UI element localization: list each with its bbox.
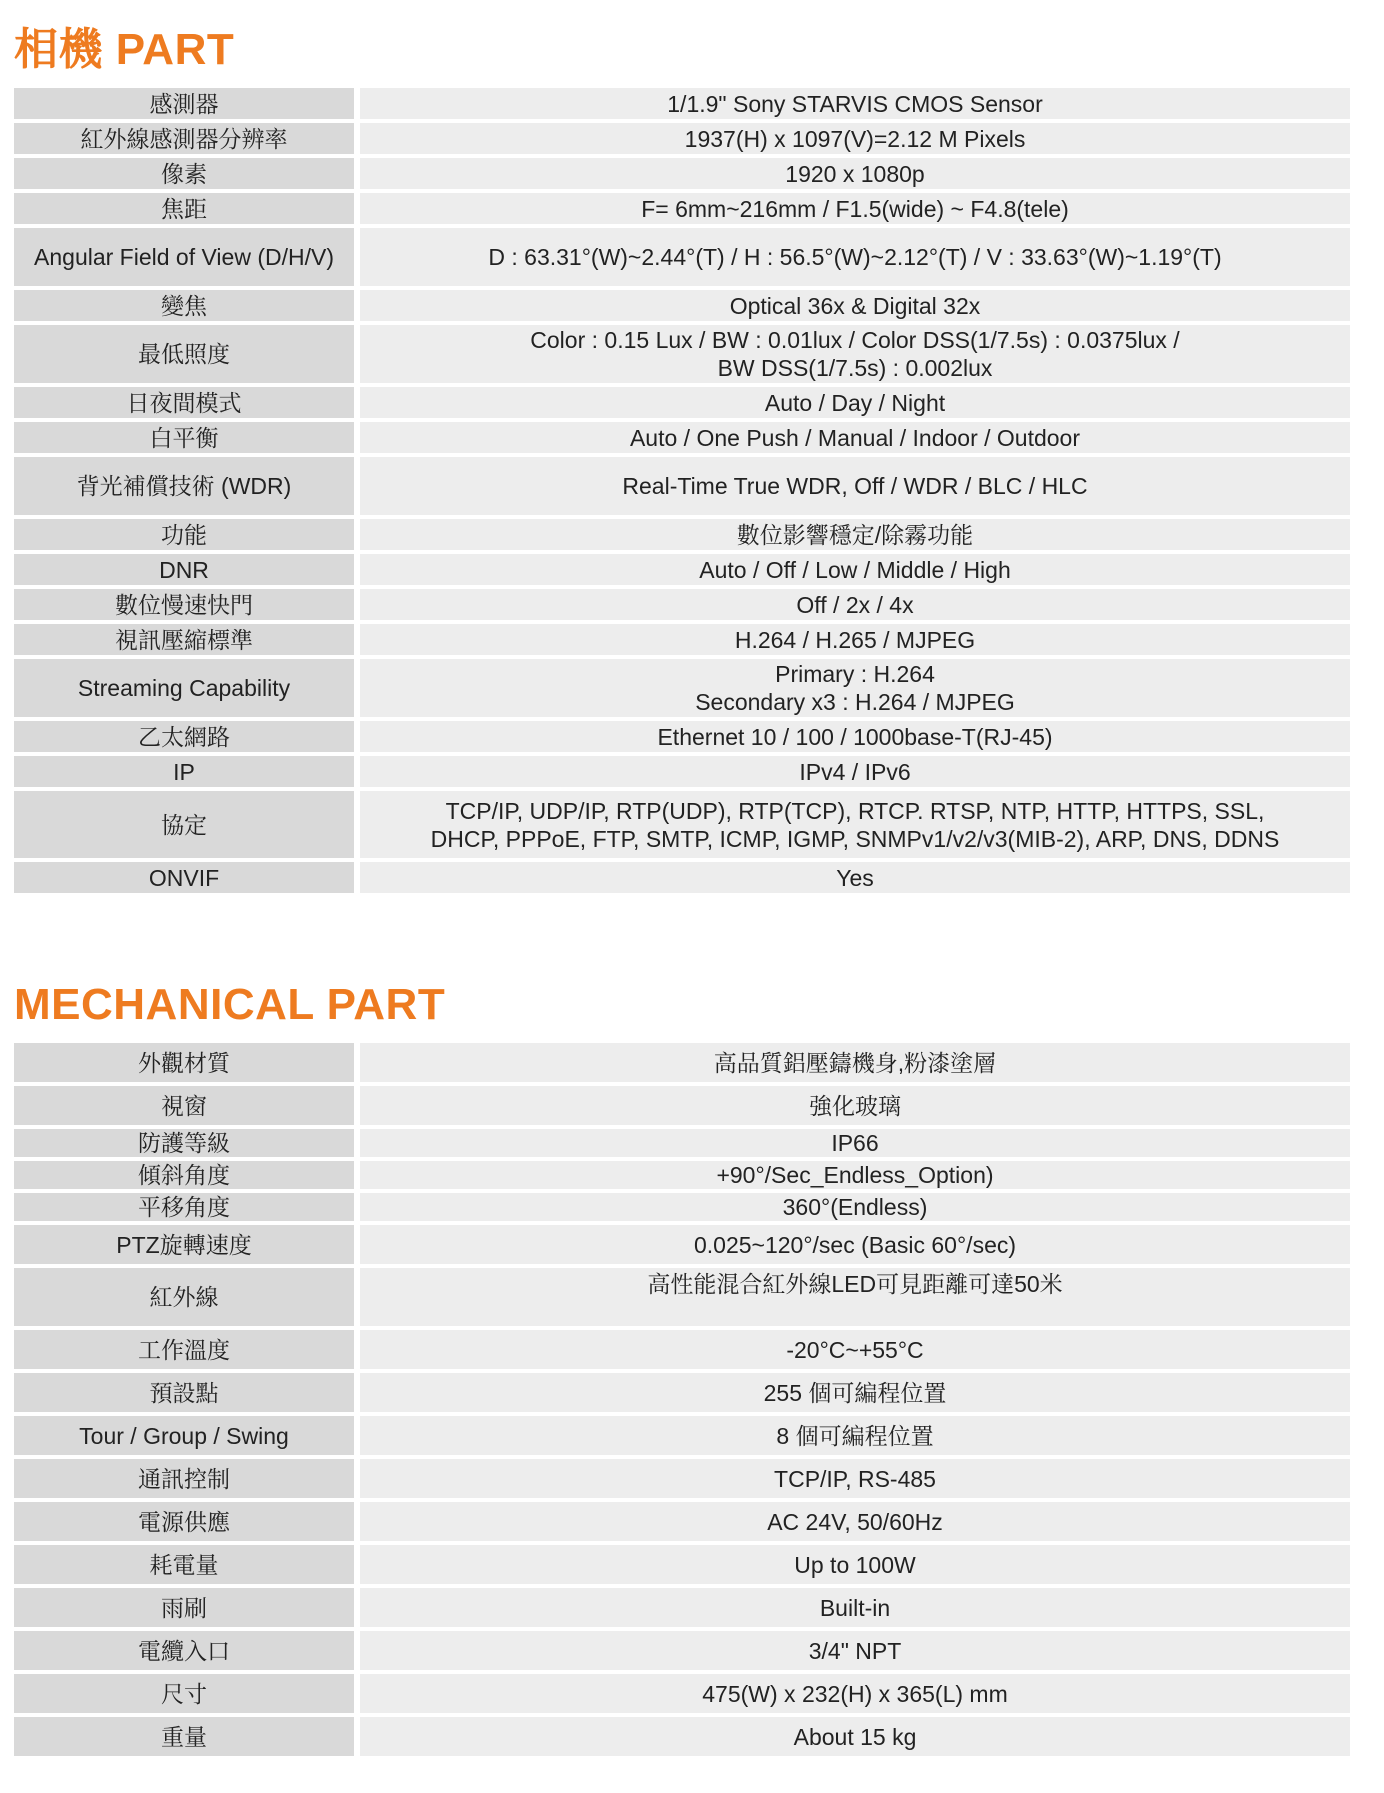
spec-value: 475(W) x 232(H) x 365(L) mm: [360, 1674, 1350, 1713]
spec-row: [14, 422, 1350, 453]
spec-value: Up to 100W: [360, 1545, 1350, 1584]
spec-label: 白平衡: [14, 422, 360, 453]
spec-label: 預設點: [14, 1373, 360, 1412]
spec-row: [14, 1588, 1350, 1627]
spec-row: [14, 589, 1350, 620]
spec-label: 像素: [14, 158, 360, 189]
spec-value: 3/4" NPT: [360, 1631, 1350, 1670]
spec-label: 感測器: [14, 88, 360, 119]
spec-label: Tour / Group / Swing: [14, 1416, 360, 1455]
spec-value: F= 6mm~216mm / F1.5(wide) ~ F4.8(tele): [360, 193, 1350, 224]
spec-row: [14, 721, 1350, 752]
spec-row: [14, 519, 1350, 550]
spec-row: [14, 659, 1350, 717]
spec-label: 協定: [14, 791, 360, 858]
spec-row: [14, 1193, 1350, 1221]
spec-value: 高性能混合紅外線LED可見距離可達50米: [360, 1268, 1350, 1326]
spec-value: 數位影響穩定/除霧功能: [360, 519, 1350, 550]
spec-label: Streaming Capability: [14, 659, 360, 717]
spec-row: [14, 1502, 1350, 1541]
spec-label: 變焦: [14, 290, 360, 321]
spec-row: [14, 862, 1350, 893]
spec-value: IP66: [360, 1129, 1350, 1157]
spec-value: -20°C~+55°C: [360, 1330, 1350, 1369]
spec-row: [14, 1043, 1350, 1082]
spec-row: [14, 1416, 1350, 1455]
spec-label: 乙太網路: [14, 721, 360, 752]
spec-row: [14, 158, 1350, 189]
spec-row: [14, 193, 1350, 224]
mechanical-spec-table: [14, 1039, 1350, 1760]
spec-value: TCP/IP, RS-485: [360, 1459, 1350, 1498]
spec-value: 強化玻璃: [360, 1086, 1350, 1125]
spec-label: 外觀材質: [14, 1043, 360, 1082]
spec-value: Ethernet 10 / 100 / 1000base-T(RJ-45): [360, 721, 1350, 752]
spec-value: Auto / Off / Low / Middle / High: [360, 554, 1350, 585]
spec-label: 背光補償技術 (WDR): [14, 457, 360, 515]
spec-value: Auto / Day / Night: [360, 387, 1350, 418]
spec-label: 日夜間模式: [14, 387, 360, 418]
spec-row: [14, 1129, 1350, 1157]
spec-value: 1937(H) x 1097(V)=2.12 M Pixels: [360, 123, 1350, 154]
spec-value: AC 24V, 50/60Hz: [360, 1502, 1350, 1541]
spec-row: [14, 756, 1350, 787]
spec-row: [14, 1459, 1350, 1498]
spec-label: 防護等級: [14, 1129, 360, 1157]
spec-value: 1/1.9" Sony STARVIS CMOS Sensor: [360, 88, 1350, 119]
spec-label: IP: [14, 756, 360, 787]
spec-label: 功能: [14, 519, 360, 550]
spec-row: [14, 1631, 1350, 1670]
spec-label: 電源供應: [14, 1502, 360, 1541]
spec-value: Yes: [360, 862, 1350, 893]
spec-value: H.264 / H.265 / MJPEG: [360, 624, 1350, 655]
spec-row: [14, 1373, 1350, 1412]
spec-label: 電纜入口: [14, 1631, 360, 1670]
spec-value: 0.025~120°/sec (Basic 60°/sec): [360, 1225, 1350, 1264]
spec-label: 雨刷: [14, 1588, 360, 1627]
spec-label: 視窗: [14, 1086, 360, 1125]
spec-row: [14, 290, 1350, 321]
spec-label: Angular Field of View (D/H/V): [14, 228, 360, 286]
spec-value: Primary : H.264 Secondary x3 : H.264 / MJPEG: [360, 659, 1350, 717]
spec-value: Real-Time True WDR, Off / WDR / BLC / HLC: [360, 457, 1350, 515]
spec-label: ONVIF: [14, 862, 360, 893]
spec-row: [14, 1330, 1350, 1369]
spec-row: [14, 457, 1350, 515]
spec-row: [14, 88, 1350, 119]
spec-label: 最低照度: [14, 325, 360, 383]
mechanical-section-title: MECHANICAL PART: [14, 980, 446, 1029]
spec-value: 360°(Endless): [360, 1193, 1350, 1221]
spec-row: [14, 1717, 1350, 1756]
spec-row: [14, 1086, 1350, 1125]
spec-row: [14, 1161, 1350, 1189]
spec-value: Built-in: [360, 1588, 1350, 1627]
spec-value: About 15 kg: [360, 1717, 1350, 1756]
camera-spec-table: [14, 84, 1350, 897]
spec-label: 焦距: [14, 193, 360, 224]
spec-label: 視訊壓縮標準: [14, 624, 360, 655]
spec-value: Auto / One Push / Manual / Indoor / Outdoor: [360, 422, 1350, 453]
spec-label: 通訊控制: [14, 1459, 360, 1498]
spec-row: [14, 1545, 1350, 1584]
spec-value: 高品質鋁壓鑄機身,粉漆塗層: [360, 1043, 1350, 1082]
spec-label: 耗電量: [14, 1545, 360, 1584]
spec-value: 255 個可編程位置: [360, 1373, 1350, 1412]
spec-value: 1920 x 1080p: [360, 158, 1350, 189]
spec-label: 傾斜角度: [14, 1161, 360, 1189]
spec-value: IPv4 / IPv6: [360, 756, 1350, 787]
spec-value: D : 63.31°(W)~2.44°(T) / H : 56.5°(W)~2.12°(T) / V : 33.63°(W)~1.19°(T): [360, 228, 1350, 286]
spec-label: 工作溫度: [14, 1330, 360, 1369]
spec-label: DNR: [14, 554, 360, 585]
spec-label: 數位慢速快門: [14, 589, 360, 620]
spec-row: [14, 387, 1350, 418]
spec-value: Off / 2x / 4x: [360, 589, 1350, 620]
spec-value: +90°/Sec_Endless_Option): [360, 1161, 1350, 1189]
spec-value: TCP/IP, UDP/IP, RTP(UDP), RTP(TCP), RTCP. RTSP, NTP, HTTP, HTTPS, SSL, DHCP, PPPoE, FTP, SMTP, ICMP, IGMP, SNMPv1/v2/v3(MIB-2), ARP, DNS, DDNS: [360, 791, 1350, 858]
spec-row: [14, 1268, 1350, 1326]
spec-value: Optical 36x & Digital 32x: [360, 290, 1350, 321]
spec-value: 8 個可編程位置: [360, 1416, 1350, 1455]
spec-row: [14, 791, 1350, 858]
spec-row: [14, 624, 1350, 655]
spec-label: 重量: [14, 1717, 360, 1756]
camera-section-title: 相機 PART: [14, 25, 235, 74]
spec-label: 紅外線: [14, 1268, 360, 1326]
spec-row: [14, 325, 1350, 383]
spec-label: 平移角度: [14, 1193, 360, 1221]
spec-row: [14, 123, 1350, 154]
spec-label: 紅外線感測器分辨率: [14, 123, 360, 154]
spec-label: PTZ旋轉速度: [14, 1225, 360, 1264]
spec-row: [14, 1225, 1350, 1264]
spec-row: [14, 228, 1350, 286]
spec-value: Color : 0.15 Lux / BW : 0.01lux / Color DSS(1/7.5s) : 0.0375lux / BW DSS(1/7.5s) : 0.002lux: [360, 325, 1350, 383]
spec-row: [14, 554, 1350, 585]
spec-row: [14, 1674, 1350, 1713]
spec-label: 尺寸: [14, 1674, 360, 1713]
